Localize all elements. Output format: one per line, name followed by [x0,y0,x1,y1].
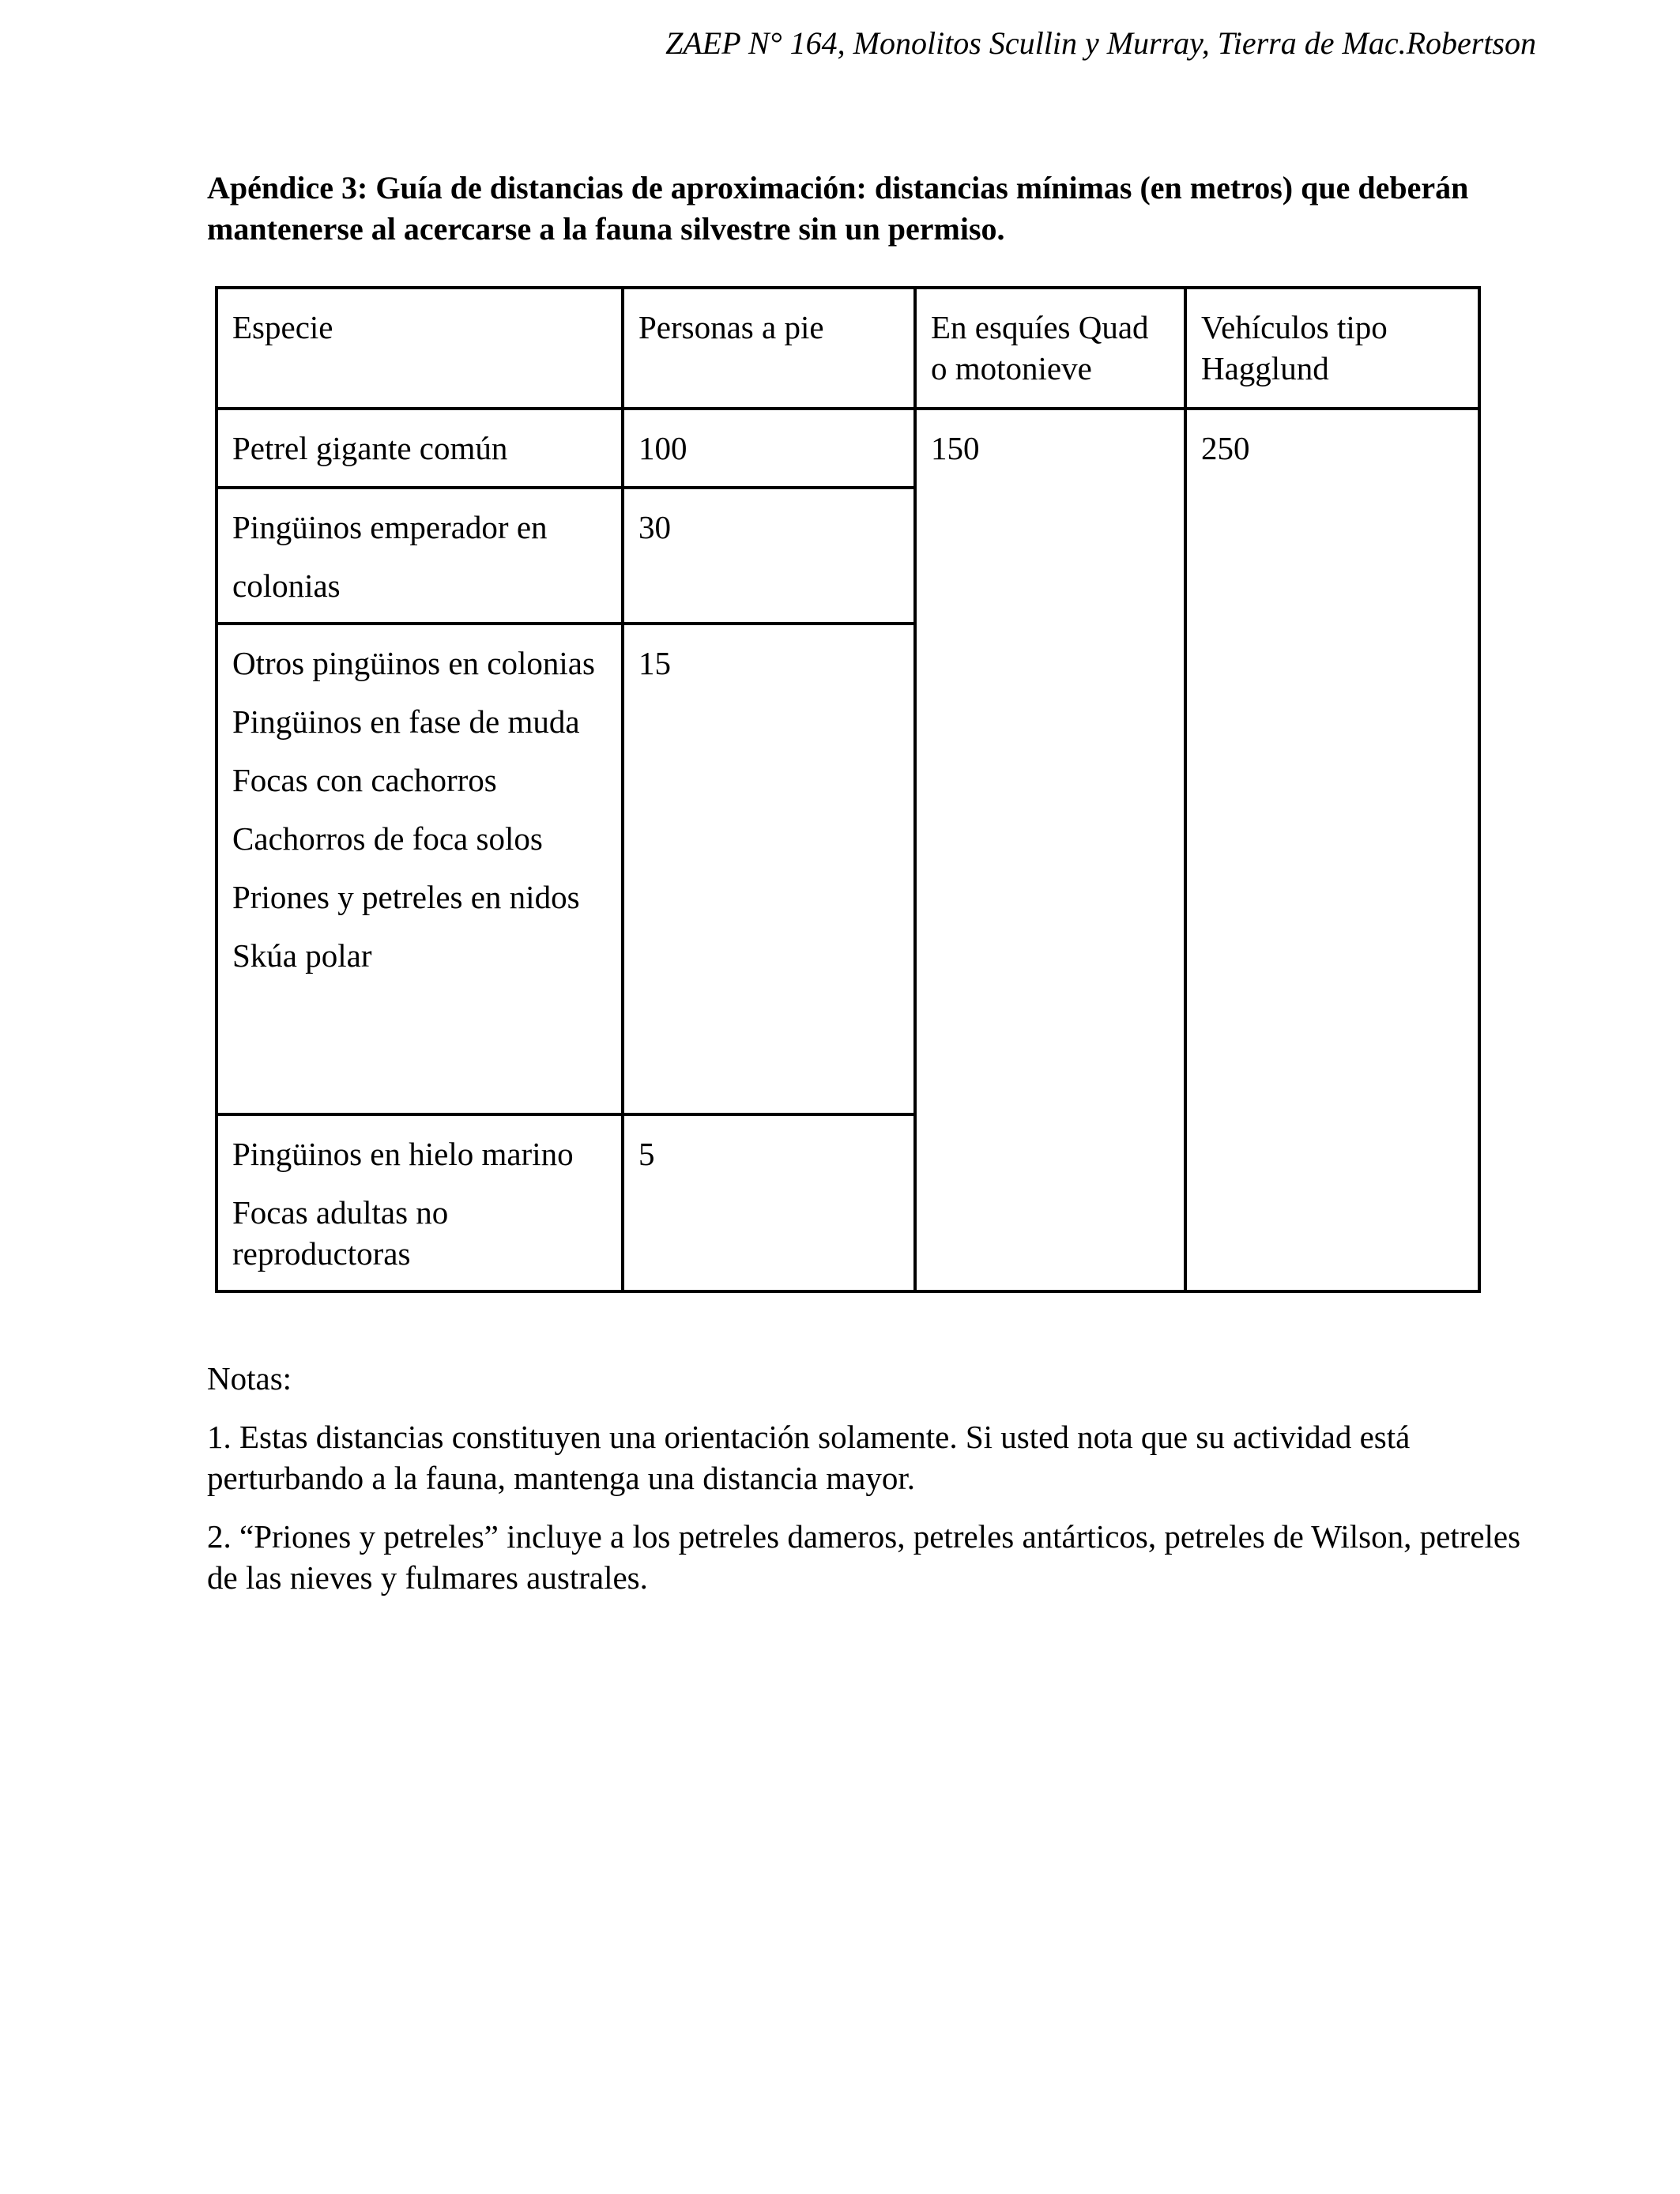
species-name: Pingüinos en hielo marino [232,1136,574,1172]
appendix-title: Apéndice 3: Guía de distancias de aproximación: distancias mínimas (en metros) que deberán mantenerse al acercarse a la fauna silvestre sin un permiso. [207,170,1469,247]
header-species: Especie [217,288,623,409]
species-cell [217,488,623,624]
species-name: Otros pingüinos en colonias [232,645,595,681]
species-name: Priones y petreles en nidos [232,879,580,915]
on-foot-distance: 5 [623,1114,915,1291]
species-name: Pingüinos en fase de muda [232,703,580,740]
on-foot-distance: 30 [623,488,915,624]
table-row [217,409,1479,488]
species-cell [217,409,623,488]
table-header-row [217,288,1479,409]
species-name: Focas con cachorros [232,762,497,798]
species-name: Petrel gigante común [232,430,508,466]
running-header: ZAEP N° 164, Monolitos Scullin y Murray, Tierra de Mac.Robertson [665,25,1536,61]
header-ski-quad: En esquíes Quad o motonieve [915,288,1185,409]
notes-heading: Notas: [207,1360,292,1397]
header-on-foot: Personas a pie [623,288,915,409]
note-item: 2. “Priones y petreles” incluye a los petreles dameros, petreles antárticos, petreles de Wilson, petreles de las nieves y fulmares australes. [207,1518,1521,1596]
species-cell [217,624,623,1114]
species-name: Cachorros de foca solos [232,820,543,857]
ski-quad-distance: 150 [915,409,1185,1291]
header-vehicle: Vehículos tipo Hagglund [1185,288,1479,409]
on-foot-distance: 15 [623,624,915,1114]
note-item: 1. Estas distancias constituyen una orientación solamente. Si usted nota que su actividad está perturbando a la fauna, mantenga una distancia mayor. [207,1419,1411,1496]
vehicle-distance: 250 [1185,409,1479,1291]
approach-distance-table [215,286,1481,1293]
notes-section [207,1358,1550,1615]
on-foot-distance: 100 [623,409,915,488]
species-name: Skúa polar [232,937,372,974]
species-name: Pingüinos emperador en colonias [232,509,548,604]
species-cell [217,1114,623,1291]
species-name: Focas adultas no reproductoras [232,1194,449,1272]
